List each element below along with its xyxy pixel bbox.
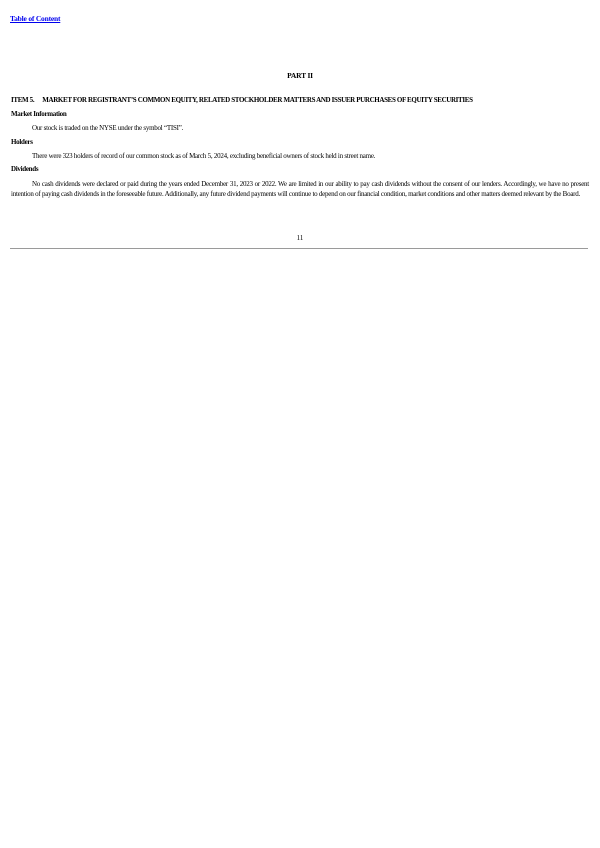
page-divider	[10, 248, 588, 249]
dividends-heading: Dividends	[11, 165, 39, 173]
table-of-content-link[interactable]: Table of Content	[10, 14, 61, 23]
holders-text: There were 323 holders of record of our common stock as of March 5, 2024, excluding beneficial owners of stock held in street name.	[32, 152, 376, 160]
holders-heading: Holders	[11, 138, 33, 146]
item-heading	[11, 96, 473, 104]
dividends-text: No cash dividends were declared or paid during the years ended December 31, 2023 or 2022. We are limited in our ability to pay cash dividends without the consent of our lenders. Accordingly, we have no present intention of paying cash dividends in the foreseeable future. Additionally, any future dividend payments will continue to depend on our financial condition, market conditions and other matters deemed relevant by the Board.	[11, 180, 589, 198]
page-number: 11	[296, 234, 304, 242]
market-information-text: Our stock is traded on the NYSE under the symbol “TISI”.	[32, 124, 184, 132]
item-number: ITEM 5.	[11, 96, 35, 104]
market-information-heading: Market Information	[11, 110, 67, 118]
part-title: PART II	[287, 71, 313, 80]
item-title: MARKET FOR REGISTRANT’S COMMON EQUITY, RELATED STOCKHOLDER MATTERS AND ISSUER PURCHASES OF EQUITY SECURITIES	[42, 96, 473, 104]
